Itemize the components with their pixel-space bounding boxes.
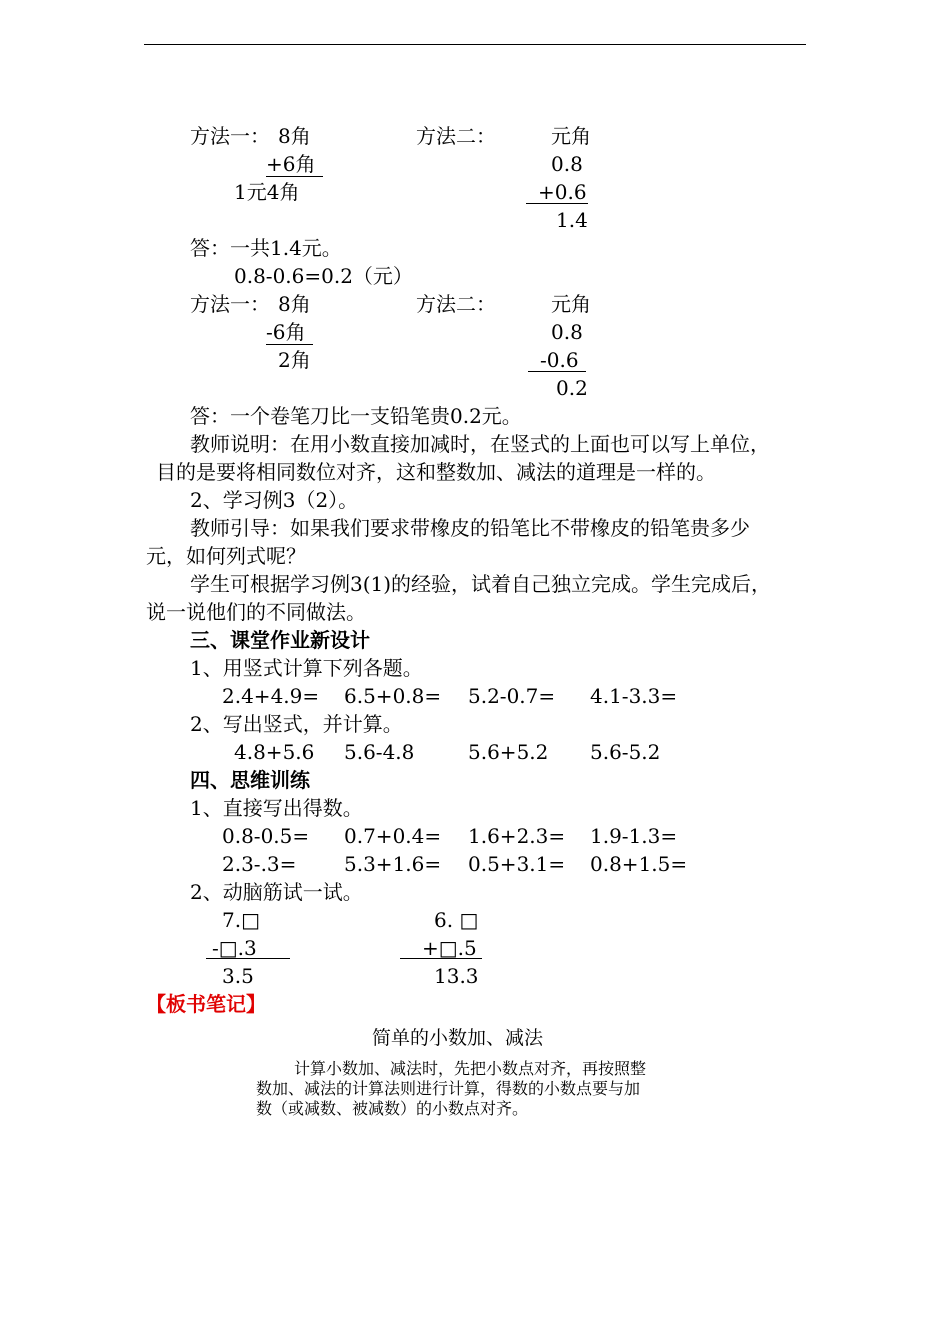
method-two-line1: 0.8 (551, 152, 583, 176)
puzzle2-mid: +□.5 (422, 936, 477, 960)
method-two-label-sub: 方法二： (416, 292, 496, 316)
study-example: 2、学习例3（2）。 (190, 488, 359, 512)
mental-math-item: 5.3+1.6= (344, 852, 442, 876)
method-one-line1: 8角 (278, 124, 311, 148)
section4-q1: 1、直接写出得数。 (190, 796, 363, 820)
q1-item: 5.2-0.7= (468, 684, 556, 708)
student-work-line2: 说一说他们的不同做法。 (146, 600, 366, 624)
board-notes-line1: 计算小数加、减法时，先把小数点对齐，再按照整 (294, 1059, 647, 1078)
puzzle2-line (400, 958, 482, 959)
mental-math-item: 1.9-1.3= (590, 824, 678, 848)
method-two-label: 方法二： (416, 124, 496, 148)
q2-item: 4.8+5.6 (234, 740, 315, 764)
q1-item: 6.5+0.8= (344, 684, 442, 708)
puzzle1-line (206, 958, 290, 959)
q1-item: 2.4+4.9= (222, 684, 320, 708)
method-two-result: 1.4 (556, 208, 588, 232)
answer-sub: 答：一个卷笔刀比一支铅笔贵0.2元。 (190, 404, 522, 428)
method-two-sub-result: 0.2 (556, 376, 588, 400)
q1-item: 4.1-3.3= (590, 684, 678, 708)
puzzle2-top: 6. □ (434, 908, 479, 932)
teacher-note-line1: 教师说明：在用小数直接加减时，在竖式的上面也可以写上单位， (190, 432, 770, 456)
mental-math-item: 0.7+0.4= (344, 824, 442, 848)
section3-q2: 2、写出竖式，并计算。 (190, 712, 403, 736)
method-one-sub-result: 2角 (278, 348, 311, 372)
board-notes-title: 简单的小数加、减法 (372, 1027, 544, 1049)
mental-math-item: 1.6+2.3= (468, 824, 566, 848)
mental-math-item: 0.5+3.1= (468, 852, 566, 876)
puzzle1-top: 7.□ (222, 908, 260, 932)
puzzle1-mid: -□.3 (212, 936, 257, 960)
method-two-sub-line1: 0.8 (551, 320, 583, 344)
mental-math-item: 0.8+1.5= (590, 852, 688, 876)
section3-q1: 1、用竖式计算下列各题。 (190, 656, 423, 680)
method-one-sub-line2: -6角 (266, 320, 313, 345)
teacher-guide-line2: 元，如何列式呢？ (146, 544, 306, 568)
method-one-result: 1元4角 (234, 180, 300, 204)
puzzle1-result: 3.5 (222, 964, 254, 988)
board-notes-label: 【板书笔记】 (146, 992, 266, 1016)
sum-line (526, 203, 588, 204)
section4-heading: 四、思维训练 (190, 768, 310, 792)
method-one-label: 方法一： (190, 124, 270, 148)
subtraction-equation: 0.8-0.6=0.2（元） (234, 264, 413, 288)
method-two-sub-line2: -0.6 (540, 348, 579, 372)
method-two-line2: +0.6 (538, 180, 587, 204)
teacher-note-line2: 目的是要将相同数位对齐，这和整数加、减法的道理是一样的。 (156, 460, 716, 484)
header-rule (144, 44, 806, 45)
method-two-header: 元角 (551, 124, 591, 148)
board-notes-line3: 数（或减数、被减数）的小数点对齐。 (256, 1099, 529, 1118)
mental-math-item: 2.3-.3= (222, 852, 297, 876)
q2-item: 5.6-4.8 (344, 740, 415, 764)
section3-heading: 三、课堂作业新设计 (190, 628, 370, 652)
teacher-guide-line1: 教师引导：如果我们要求带橡皮的铅笔比不带橡皮的铅笔贵多少 (190, 516, 750, 540)
method-two-sub-header: 元角 (551, 292, 591, 316)
puzzle2-result: 13.3 (434, 964, 479, 988)
method-one-sub-line1: 8角 (278, 292, 311, 316)
method-one-label-sub: 方法一： (190, 292, 270, 316)
section4-q2: 2、动脑筋试一试。 (190, 880, 363, 904)
method-one-line2: +6角 (266, 152, 323, 177)
student-work-line1: 学生可根据学习例3(1)的经验，试着自己独立完成。学生完成后， (190, 572, 772, 596)
board-notes-line2: 数加、减法的计算法则进行计算，得数的小数点要与加 (256, 1079, 641, 1098)
q2-item: 5.6-5.2 (590, 740, 661, 764)
answer-add: 答：一共1.4元。 (190, 236, 342, 260)
difference-line (528, 371, 586, 372)
q2-item: 5.6+5.2 (468, 740, 549, 764)
mental-math-item: 0.8-0.5= (222, 824, 310, 848)
